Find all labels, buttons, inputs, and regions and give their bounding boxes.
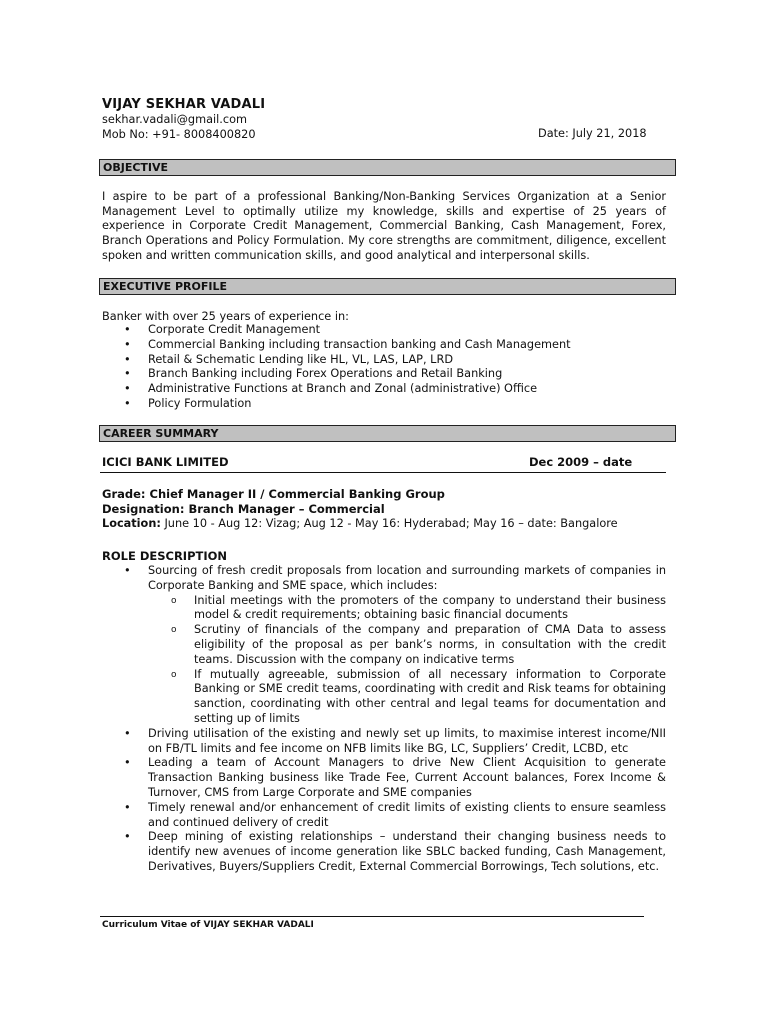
role-description-heading: ROLE DESCRIPTION (102, 549, 228, 563)
sub-list-item: o Scrutiny of financials of the company and preparation of CMA Data to assess eligibility of the proposal as per bank’s norms, in consultation with the credit teams. Discussion with the company on indicative terms (148, 623, 666, 667)
list-item: • Deep mining of existing relationships – understand their changing business needs to identify new avenues of income generation like SBLC backed funding, Cash Management, Derivatives, Buyers/Suppliers Credit, External Commercial Borrowings, Tech solutions, etc. (102, 830, 666, 874)
location-label: Location: (102, 517, 161, 530)
sub-list-item: o If mutually agreeable, submission of all necessary information to Corporate Banking or SME credit teams, coordinating with credit and Risk teams for obtaining sanction, coordinating with other central and legal teams for documentation and setting up of limits (148, 668, 666, 727)
role-item-text: Sourcing of fresh credit proposals from location and surrounding markets of companies in Corporate Banking and SME space, which includes: (148, 564, 666, 592)
grade-text: Grade: Chief Manager II / Commercial Banking Group (102, 487, 445, 501)
executive-profile-list (102, 323, 666, 412)
employment-period: Dec 2009 – date (529, 455, 633, 469)
document-date: Date: July 21, 2018 (538, 127, 647, 140)
employer-name: ICICI BANK LIMITED (102, 455, 229, 469)
objective-heading: OBJECTIVE (99, 159, 676, 176)
candidate-name: VIJAY SEKHAR VADALI (102, 97, 266, 112)
list-item: • Timely renewal and/or enhancement of credit limits of existing clients to ensure seamless and continued delivery of credit (102, 801, 666, 831)
list-item: • Driving utilisation of the existing and newly set up limits, to maximise interest income/NII on FB/TL limits and fee income on NFB limits like BG, LC, Suppliers’ Credit, LCBD, etc (102, 727, 666, 757)
role-sublist (148, 594, 666, 727)
designation-text: Designation: Branch Manager – Commercial (102, 502, 385, 516)
career-summary-heading: CAREER SUMMARY (99, 425, 676, 442)
list-item: • Retail & Schematic Lending like HL, VL, LAS, LAP, LRD (102, 353, 666, 368)
objective-text: I aspire to be part of a professional Banking/Non-Banking Services Organization at a Senior Management Level to optimally utilize my knowledge, skills and expertise of 25 years of experience in Corporate Credit Management, Commercial Banking, Cash Management, Forex, Branch Operations and Policy Formulation. My core strengths are commitment, diligence, excellent spoken and written communication skills, and good analytical and interpersonal skills. (102, 190, 666, 262)
footer-rule (100, 916, 644, 917)
list-item: • Leading a team of Account Managers to drive New Client Acquisition to generate Transaction Banking business like Trade Fee, Current Account balances, Forex Income & Turnover, CMS from Large Corporate and SME companies (102, 756, 666, 800)
list-item: • Commercial Banking including transaction banking and Cash Management (102, 338, 666, 353)
list-item: • Branch Banking including Forex Operations and Retail Banking (102, 367, 666, 382)
location-value: June 10 - Aug 12: Vizag; Aug 12 - May 16: Hyderabad; May 16 – date: Bangalore (160, 517, 618, 530)
list-item (102, 564, 666, 727)
role-description-list (102, 564, 666, 875)
location-line (102, 517, 618, 530)
executive-profile-intro: Banker with over 25 years of experience in: (102, 310, 349, 323)
sub-list-item: o Initial meetings with the promoters of the company to understand their business model & credit requirements; obtaining basic financial documents (148, 594, 666, 624)
list-item: • Policy Formulation (102, 397, 666, 412)
email-text: sekhar.vadali@gmail.com (102, 113, 248, 126)
mobile-text: Mob No: +91- 8008400820 (102, 128, 256, 141)
footer-text: Curriculum Vitae of VIJAY SEKHAR VADALI (102, 920, 314, 930)
list-item: • Corporate Credit Management (102, 323, 666, 338)
list-item: • Administrative Functions at Branch and Zonal (administrative) Office (102, 382, 666, 397)
executive-profile-heading: EXECUTIVE PROFILE (99, 278, 676, 295)
employer-rule (100, 472, 666, 473)
